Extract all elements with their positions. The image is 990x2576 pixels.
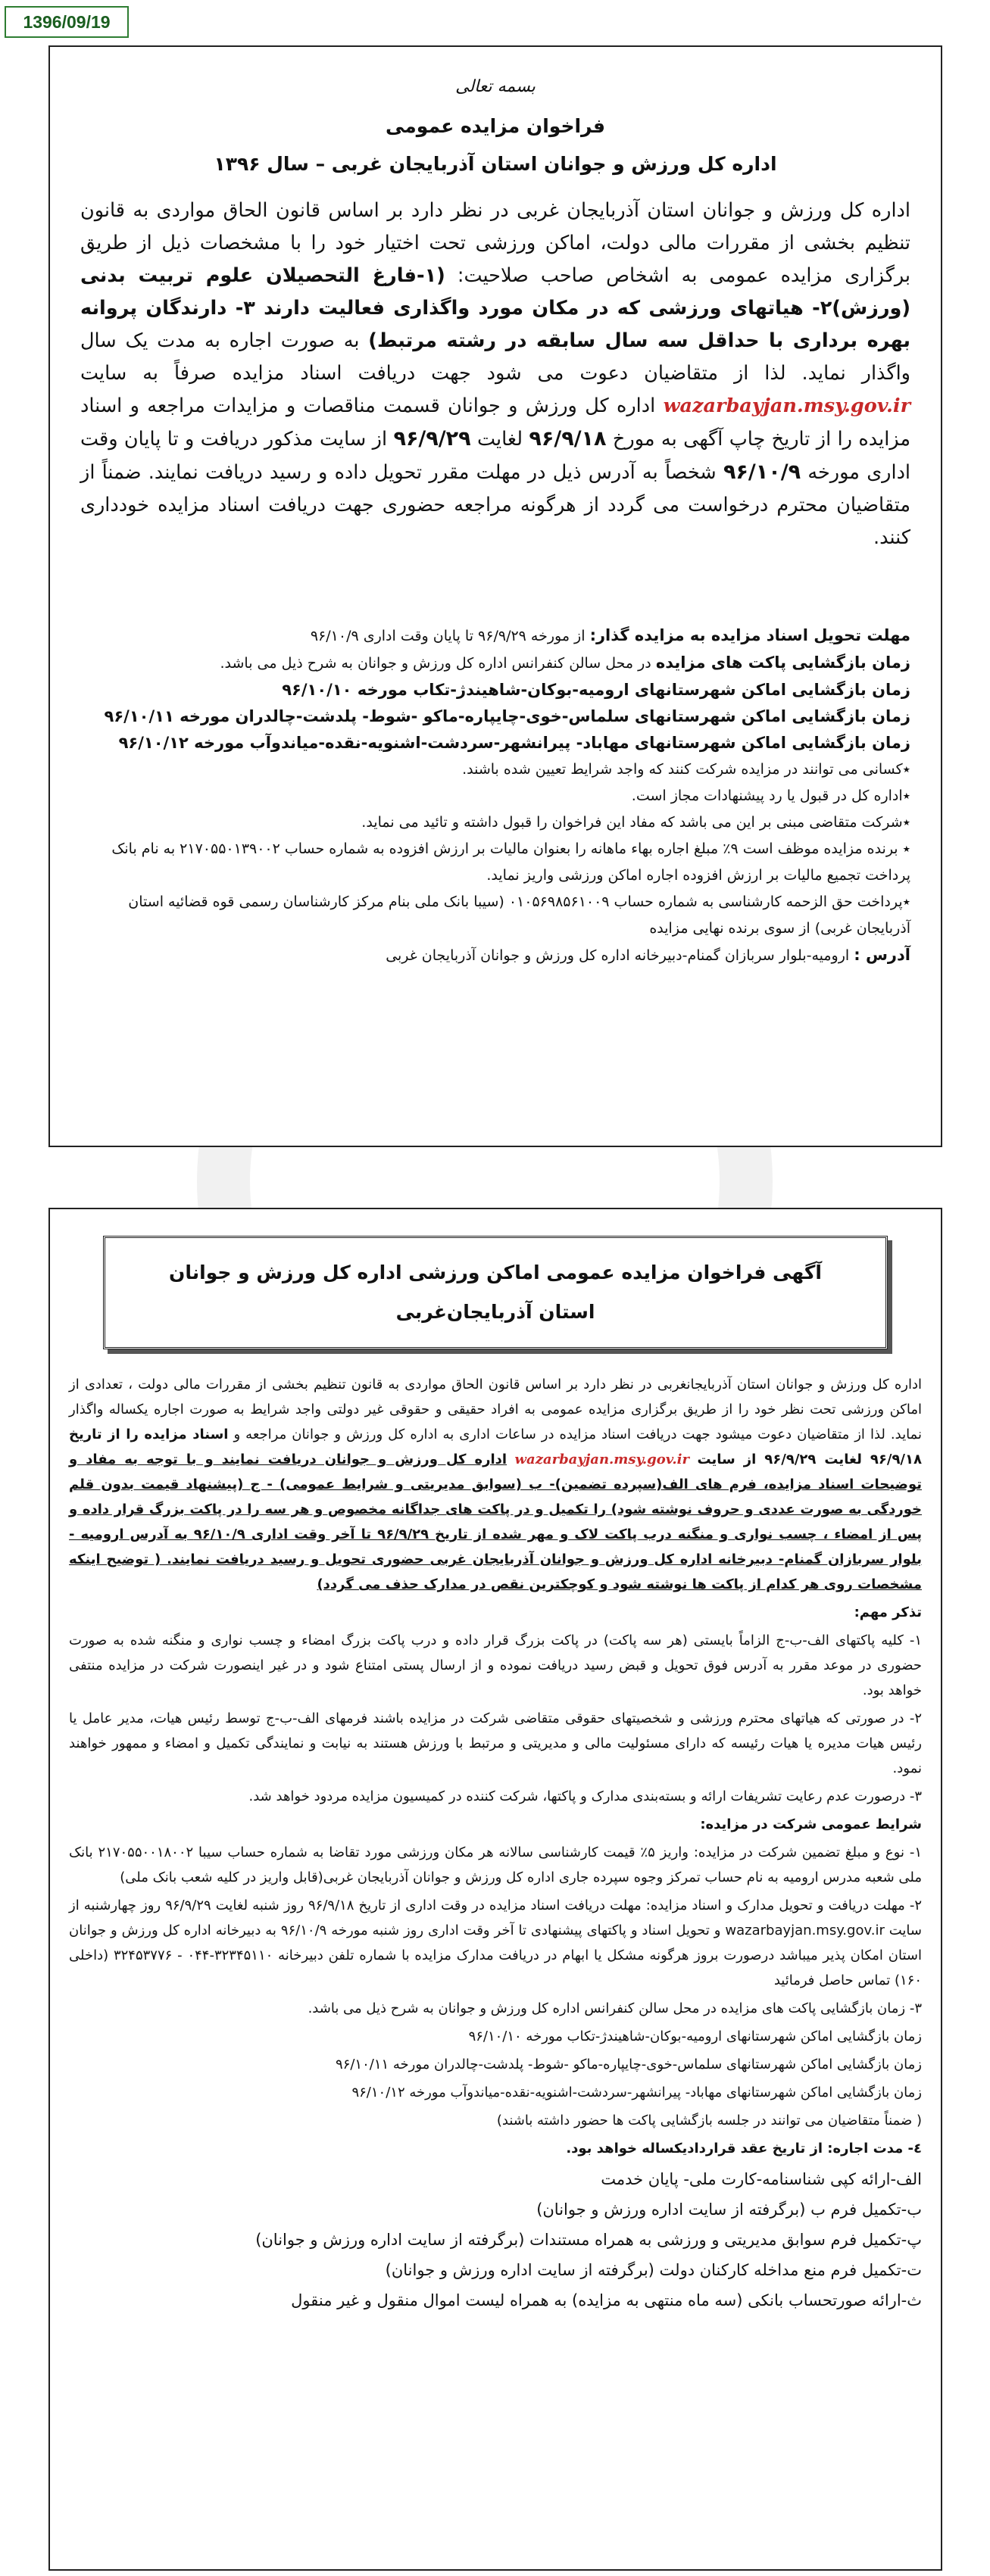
date-deadline: ۹۶/۱۰/۹ — [723, 460, 801, 484]
intro-part-e: لغایت — [477, 428, 523, 451]
condition-3b: زمان بازگشایی اماکن شهرستانهای سلماس-خوی-چایپاره-ماکو -شوط- پلدشت-چالدران مورخه ۹۶/۱۰/۱۱ — [336, 2057, 922, 2072]
ad-paragraph-1c: ۹۶/۹/۱۸ لغایت ۹۶/۹/۲۹ از سایت — [697, 1452, 922, 1467]
list-item: ب-تکمیل فرم ب (برگرفته از سایت اداره ورزش و جوانان) — [536, 2200, 922, 2219]
date-end: ۹۶/۹/۲۹ — [393, 427, 471, 451]
condition-4: ٤- مدت اجاره: از تاریخ عقد قراردادیکساله خواهد بود. — [566, 2141, 922, 2157]
intro-part-f: از سایت مذکور دریافت و تا پایان وقت اداری مورخه — [80, 428, 911, 484]
note-2: ۲- در صورتی که هیاتهای محترم ورزشی و شخصیتهای حقوقی متقاضی شرکت در مزایده باشند فرمهای الف-ب-ج توسط رئیس هیات، مدیر عامل یا رئیس هیات مدیره یا هیات رئیسه که دارای مسئولیت مالی و مدیریتی و مرتبط با ورزش هستند به نیابت و نمایندگی تکمیل و امضاء و ممهور خواهند نمود. — [69, 1711, 922, 1776]
intro-part-d: اداره کل ورزش و جوانان قسمت مناقصات و مزایدات مراجعه و اسناد مزایده را از تاریخ چاپ آگهی به مورخ — [80, 395, 911, 451]
opening-text: در محل سالن کنفرانس اداره کل ورزش و جوانان به شرح ذیل می باشد. — [220, 655, 651, 672]
opening-label: زمان بازگشایی پاکت های مزایده — [655, 653, 910, 672]
intro-eligibility: (۱-فارغ التحصیلان علوم تربیت بدنی (ورزش)۲- هیاتهای ورزشی که در مکان مورد واگذاری فعالیت دارند ۳- دارندگان پروانه بهره برداری با حداقل سه سال سابقه در رشته مرتبط) — [80, 264, 911, 352]
address-label: آدرس : — [854, 946, 910, 964]
list-item: ت-تکمیل فرم منع مداخله کارکنان دولت (برگرفته از سایت اداره ورزش و جوانان) — [385, 2261, 922, 2279]
list-item: الف-ارائه کپی شناسنامه-کارت ملی- پایان خدمت — [601, 2170, 922, 2188]
notice-section-2 — [48, 1208, 942, 2571]
bullet-3: ٭شرکت متقاضی مبنی بر این می باشد که مفاد این فراخوان را قبول داشته و تائید می نماید. — [361, 814, 910, 831]
condition-3d: ( ضمناً متقاضیان می توانند در جلسه بازگشایی پاکت ها حضور داشته باشند) — [496, 2113, 922, 2128]
condition-1: ۱- نوع و مبلغ تضمین شرکت در مزایده: واریز ۵٪ قیمت کارشناسی سالانه هر مکان ورزشی مورد تقاضا به شماره حساب سیبا ۲۱۷۰۵۵۰۰۱۸۰۰۲ بانک ملی شعبه مدرس ارومیه به نام حساب تمرکز وجوه سپرده جاری اداره کل ورزش و جوانان آذربایجان غربی(قابل واریز در کلیه شعب بانک ملی) — [69, 1845, 922, 1885]
bullet-4: ٭ برنده مزایده موظف است ۹٪ مبلغ اجاره بهاء ماهانه را بعنوان مالیات بر ارزش افزوده به شماره حساب ۲۱۷۰۵۵۰۱۳۹۰۰۲ به نام بانک پرداخت تجمیع مالیات بر ارزش افزوده اجاره اماکن ورزشی واریز نماید. — [111, 840, 910, 884]
list-item: پ-تکمیل فرم سوابق مدیریتی و ورزشی به همراه مستندات (برگرفته از سایت اداره ورزش و جوانان) — [255, 2231, 922, 2249]
notice-title: فراخوان مزایده عمومی — [386, 115, 605, 137]
opening-date-2: زمان بازگشایی اماکن شهرستانهای سلماس-خوی-چایپاره-ماکو -شوط- پلدشت-چالدران مورخه ۹۶/۱۰/۱۱ — [104, 707, 910, 725]
intro-part-c: به صورت اجاره به مدت یک سال واگذار نماید. لذا از متقاضیان دعوت می شود جهت دریافت اسناد مزایده صرفاً به سایت — [80, 329, 910, 385]
bismillah-heading: بسمه تعالی — [455, 77, 536, 96]
note-3: ۳- درصورت عدم رعایت تشریفات ارائه و بسته‌بندی مدارک و پاکتها، شرکت کننده در کمیسیون مزایده مردود خواهد شد. — [248, 1789, 922, 1804]
list-item: ث-ارائه صورتحساب بانکی (سه ماه منتهی به مزایده) به همراه لیست اموال منقول و غیر منقول — [291, 2291, 922, 2309]
website-link[interactable]: wazarbayjan.msy.gov.ir — [663, 395, 911, 417]
ad-body — [69, 1372, 922, 2316]
ad-paragraph-1: اداره کل ورزش و جوانان استان آذربایجانغربی در نظر دارد بر اساس قانون الحاق مواردی به قانون تنظیم بخشی از مقررات مالی دولت ، تعدادی از اماکن ورزشی تحت نظر خود را از طریق برگزاری مزایده عمومی به افراد حقیقی و حقوقی غیر دولتی واجد شرایط به صورت اجاره یکساله واگذار نماید. لذا از متقاضیان دعوت میشود جهت دریافت اسناد مزایده در ساعات اداری به اداره کل ورزش و جوانان مراجعه و — [69, 1377, 922, 1442]
deadline-label: مهلت تحویل اسناد مزایده به مزایده گذار: — [589, 626, 910, 644]
condition-3: ۳- زمان بازگشایی پاکت های مزایده در محل سالن کنفرانس اداره کل ورزش و جوانان به شرح ذیل می باشد. — [308, 2001, 922, 2016]
ad-website-link[interactable]: wazarbayjan.msy.gov.ir — [514, 1452, 689, 1467]
intro-part-g: شخصاً به آدرس ذیل در مهلت مقرر تحویل داده و رسید دریافت نمایند. ضمناً از متقاضیان محترم درخواست می گردد از هرگونه مراجعه حضوری جهت دریافت اسناد مزایده خودداری کنند. — [80, 461, 910, 549]
ad-paragraph-1d: اداره کل ورزش و جوانان دریافت نمایند و با توجه به مفاد و توضیحات اسناد مزایده، فرم های الف(سپرده تضمین)- ب (سوابق مدیریتی و شرایط عمومی) - ج (پیشنهاد قیمت بدون قلم خوردگی به صورت عددی و حروف نوشته شود) را تکمیل و در پاکت های جداگانه مخصوص و هر سه را در پاکت بزرگ قرار داده و پس از امضاء ، چسب نواری و منگنه درب پاکت لاک و مهر شده از تاریخ ۹۶/۹/۲۹ تا آخر وقت اداری ۹۶/۱۰/۹ به آدرس ارومیه - بلوار سربازان گمنام- دبیرخانه اداره کل ورزش و جوانان آذربایجان غربی حضوری تحویل و رسید دریافت نمایند. ( توضیح اینکه مشخصات روی هر کدام از پاکت ها نوشته شود و کوچکترین نقص در مدارک حذف می گردد) — [69, 1452, 923, 1592]
intro-paragraph — [80, 195, 910, 554]
ad-title-box — [103, 1236, 888, 1349]
date-badge: 1396/09/19 — [5, 6, 129, 38]
bullet-1: ٭کسانی می توانند در مزایده شرکت کنند که واجد شرایط تعیین شده باشند. — [462, 761, 910, 778]
note-title: تذکر مهم: — [854, 1605, 922, 1620]
bullet-5: ٭پرداخت حق الزحمه کارشناسی به شماره حساب ۰۱۰۵۶۹۸۵۶۱۰۰۹ (سیبا بانک ملی بنام مرکز کارشناسان رسمی قوه قضائیه استان آذربایجان غربی) از سوی برنده نهایی مزایده — [128, 893, 910, 937]
date-start: ۹۶/۹/۱۸ — [529, 427, 607, 451]
conditions-title: شرایط عمومی شرکت در مزایده: — [700, 1817, 922, 1832]
opening-date-3: زمان بازگشایی اماکن شهرستانهای مهاباد- پیرانشهر-سردشت-اشنویه-نقده-میاندوآب مورخه ۹۶/۱۰/۱۲ — [118, 734, 910, 752]
bullet-2: ٭اداره کل در قبول یا رد پیشنهادات مجاز است. — [631, 787, 910, 804]
notice-subtitle: اداره کل ورزش و جوانان استان آذربایجان غربی – سال ۱۳۹۶ — [214, 153, 777, 175]
address-text: ارومیه-بلوار سربازان گمنام-دبیرخانه اداره کل ورزش و جوانان آذربایجان غربی — [386, 947, 850, 964]
deadline-text: از مورخه ۹۶/۹/۲۹ تا پایان وقت اداری ۹۶/۱۰/۹ — [310, 628, 586, 644]
note-1: ۱- کلیه پاکتهای الف-ب-ج الزاماً بایستی (هر سه پاکت) در پاکت بزرگ قرار داده و درب پاکت بزرگ امضاء و چسب نواری و منگنه شده به صورت حضوری در موعد مقرر به آدرس فوق تحویل و قبض رسید دریافت نموده و از ارسال پستی امتناع شود و در غیر اینصورت شرکت در مزایده منتفی خواهد بود. — [69, 1633, 922, 1698]
notice-section-1 — [48, 45, 942, 1147]
ad-title: آگهی فراخوان مزایده عمومی اماکن ورزشی اداره کل ورزش و جوانان — [169, 1261, 822, 1283]
details-block — [80, 622, 910, 969]
documents-list — [69, 2164, 922, 2316]
ad-subtitle: استان آذربایجان‌غربی — [395, 1301, 595, 1323]
condition-2: ۲- مهلت دریافت و تحویل مدارک و اسناد مزایده: مهلت دریافت اسناد مزایده در وقت اداری از تاریخ ۹۶/۹/۱۸ روز شنبه لغایت ۹۶/۹/۲۹ روز چهارشنبه از سایت wazarbayjan.msy.gov.ir و تحویل اسناد و پاکتهای پیشنهادی تا آخر وقت اداری روز شنبه مورخه ۹۶/۱۰/۹ به دبیرخانه اداره کل ورزش و جوانان استان امکان پذیر میباشد درصورت بروز هرگونه مشکل یا ابهام در دریافت مدارک مزایده با شماره تلفن دبیرخانه ۳۲۳۴۵۱۱۰-۰۴۴ - ۳۲۴۵۳۷۷۶ (داخلی ۱۶۰) تماس حاصل فرمائید — [69, 1898, 922, 1988]
intro-part-a: اداره کل ورزش و جوانان استان آذربایجان غربی در نظر دارد بر اساس قانون الحاق مواردی به قانون تنظیم بخشی از مقررات مالی دولت، اماکن ورزشی تحت اختیار خود را با مشخصات ذیل از طریق برگزاری مزایده عمومی به اشخاص صاحب صلاحیت: — [80, 199, 910, 287]
opening-date-1: زمان بازگشایی اماکن شهرستانهای ارومیه-بوکان-شاهیندژ-تکاب مورخه ۹۶/۱۰/۱۰ — [282, 681, 910, 699]
condition-3c: زمان بازگشایی اماکن شهرستانهای مهاباد- پیرانشهر-سردشت-اشنویه-نقده-میاندوآب مورخه ۹۶/۱۰/۱۲ — [351, 2085, 922, 2100]
ad-paragraph-1b: اسناد مزایده را از تاریخ — [69, 1427, 229, 1442]
condition-3a: زمان بازگشایی اماکن شهرستانهای ارومیه-بوکان-شاهیندژ-تکاب مورخه ۹۶/۱۰/۱۰ — [468, 2029, 922, 2044]
